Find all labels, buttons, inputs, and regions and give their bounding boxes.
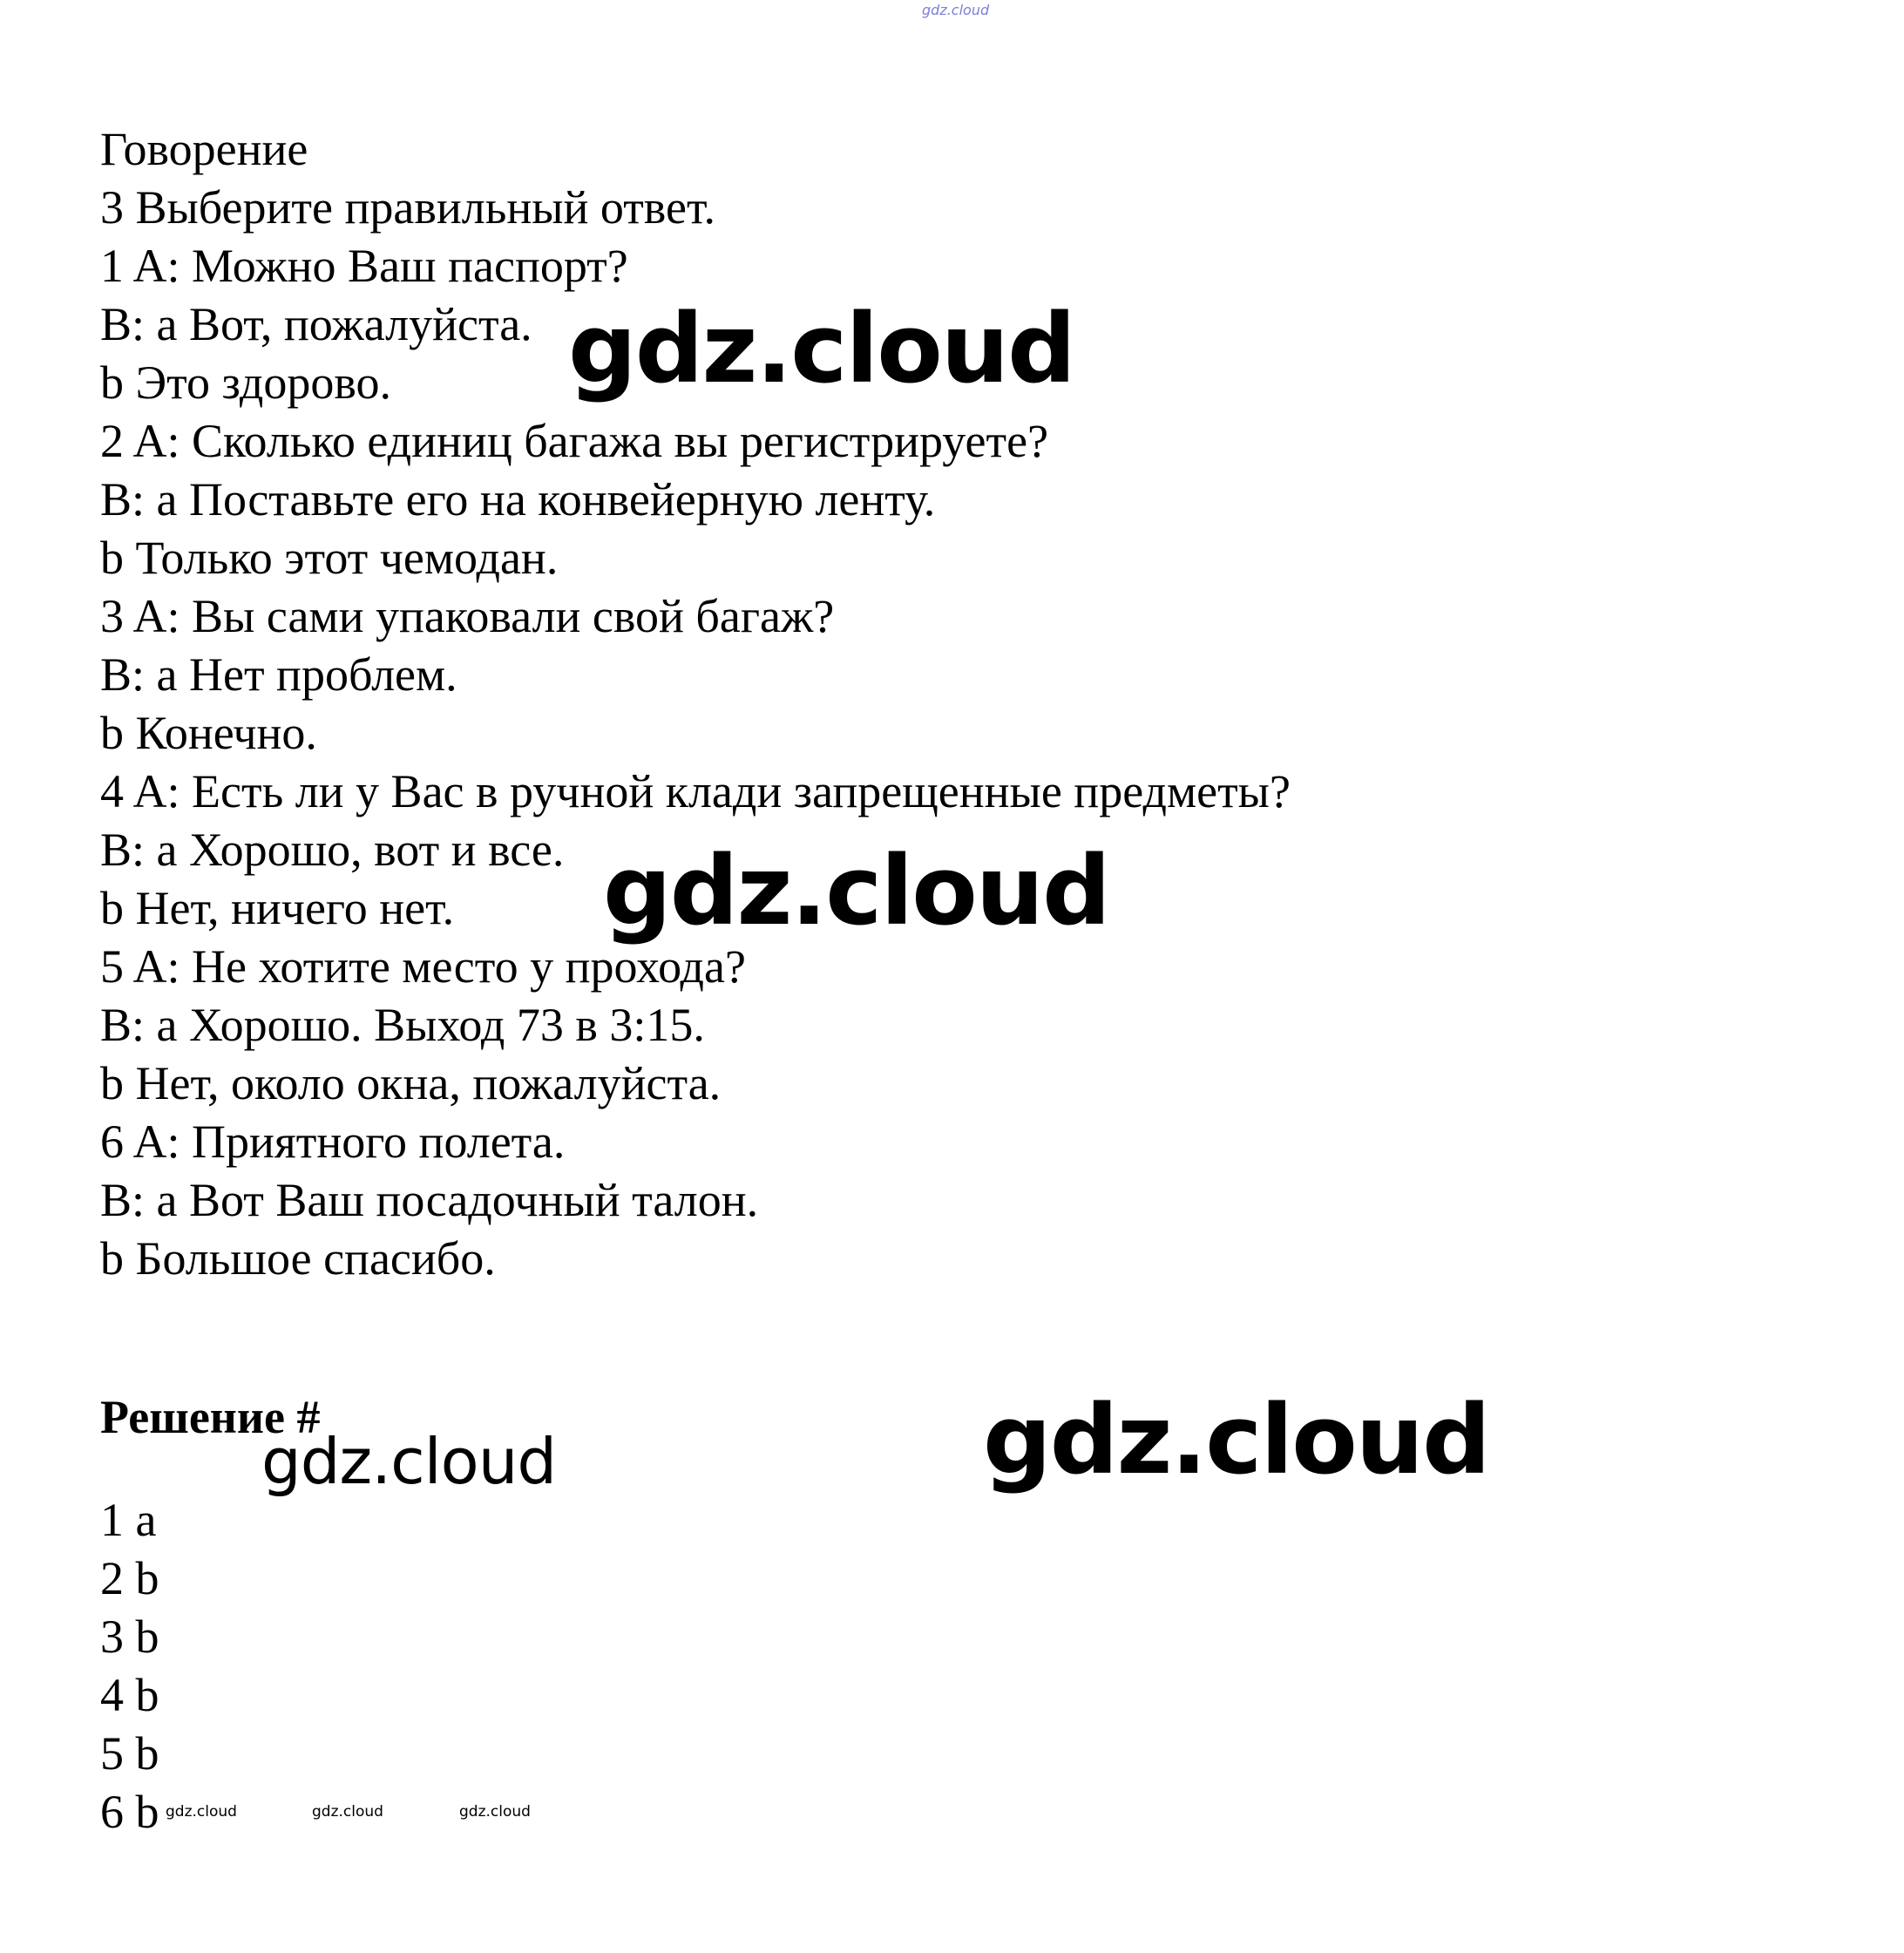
watermark: gdz.cloud [459, 1803, 531, 1821]
dialogue-line: B: a Поставьте его на конвейерную ленту. [100, 473, 936, 526]
dialogue-line: b Это здорово. [100, 356, 391, 409]
task-instruction: 3 Выберите правильный ответ. [100, 181, 715, 234]
dialogue-line: 1 A: Можно Ваш паспорт? [100, 240, 628, 292]
answer-line: 2 b [100, 1552, 159, 1604]
answer-line: 4 b [100, 1669, 159, 1721]
dialogue-line: B: a Нет проблем. [100, 648, 457, 701]
solution-heading: Решение # [100, 1391, 321, 1443]
dialogue-line: b Конечно. [100, 707, 317, 759]
watermark: gdz.cloud [261, 1425, 557, 1498]
dialogue-line: 6 A: Приятного полета. [100, 1116, 566, 1168]
header-watermark: gdz.cloud [922, 2, 990, 18]
watermark: gdz.cloud [568, 293, 1074, 404]
section-title: Говорение [100, 123, 308, 175]
dialogue-line: b Только этот чемодан. [100, 532, 559, 584]
dialogue-line: 2 A: Сколько единиц багажа вы регистрируете? [100, 415, 1049, 467]
dialogue-line: B: a Вот, пожалуйста. [100, 298, 532, 350]
dialogue-line: B: a Вот Ваш посадочный талон. [100, 1174, 759, 1226]
watermark: gdz.cloud [166, 1803, 237, 1821]
dialogue-line: 3 A: Вы сами упаковали свой багаж? [100, 590, 835, 642]
watermark: gdz.cloud [603, 835, 1109, 946]
watermark: gdz.cloud [983, 1384, 1489, 1495]
answer-line: 6 b [100, 1786, 159, 1838]
dialogue-line: B: a Хорошо. Выход 73 в 3:15. [100, 999, 705, 1051]
dialogue-line: 4 A: Есть ли у Вас в ручной клади запрещенные предметы? [100, 765, 1291, 817]
answer-line: 3 b [100, 1611, 159, 1663]
watermark: gdz.cloud [312, 1803, 383, 1821]
dialogue-line: b Нет, ничего нет. [100, 882, 455, 934]
answer-line: 1 a [100, 1494, 157, 1546]
dialogue-line: 5 A: Не хотите место у прохода? [100, 940, 746, 993]
dialogue-line: b Большое спасибо. [100, 1232, 496, 1285]
dialogue-line: b Нет, около окна, пожалуйста. [100, 1057, 722, 1109]
dialogue-line: B: a Хорошо, вот и все. [100, 824, 565, 876]
answer-line: 5 b [100, 1727, 159, 1780]
